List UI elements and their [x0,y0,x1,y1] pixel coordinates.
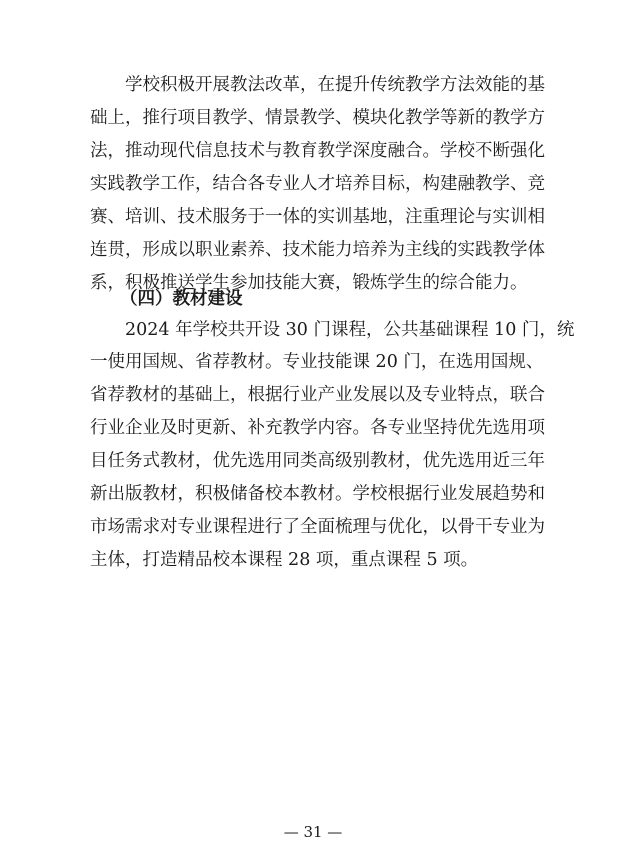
paragraph-line: 础上，推行项目教学、情景教学、模块化教学等新的教学方 [90,108,545,128]
paragraph-line: 系，积极推送学生参加技能大赛，锻炼学生的综合能力。 [90,273,528,293]
paragraph-line: 主体，打造精品校本课程 28 项，重点课程 5 项。 [90,550,479,570]
page-number: — 31 — [283,823,343,841]
paragraph-line: 省荐教材的基础上，根据行业产业发展以及专业特点，联合 [90,385,545,405]
paragraph-line: 学校积极开展教法改革，在提升传统教学方法效能的基 [125,75,545,95]
paragraph-line: 一使用国规、省荐教材。专业技能课 20 门，在选用国规、 [90,352,544,372]
paragraph-line: 市场需求对专业课程进行了全面梳理与优化，以骨干专业为 [90,517,545,537]
section-heading: （四）教材建设 [120,289,243,309]
paragraph-line: 目任务式教材，优先选用同类高级别教材，优先选用近三年 [90,451,545,471]
paragraph-line: 连贯，形成以职业素养、技术能力培养为主线的实践教学体 [90,240,545,260]
paragraph-line: 赛、培训、技术服务于一体的实训基地，注重理论与实训相 [90,207,545,227]
paragraph-line: 行业企业及时更新、补充教学内容。各专业坚持优先选用项 [90,418,545,438]
paragraph-line: 法，推动现代信息技术与教育教学深度融合。学校不断强化 [90,141,545,161]
paragraph-line: 2024 年学校共开设 30 门课程，公共基础课程 10 门，统 [125,320,575,340]
paragraph-line: 实践教学工作，结合各专业人才培养目标，构建融教学、竞 [90,174,545,194]
paragraph-line: 新出版教材，积极储备校本教材。学校根据行业发展趋势和 [90,484,545,504]
